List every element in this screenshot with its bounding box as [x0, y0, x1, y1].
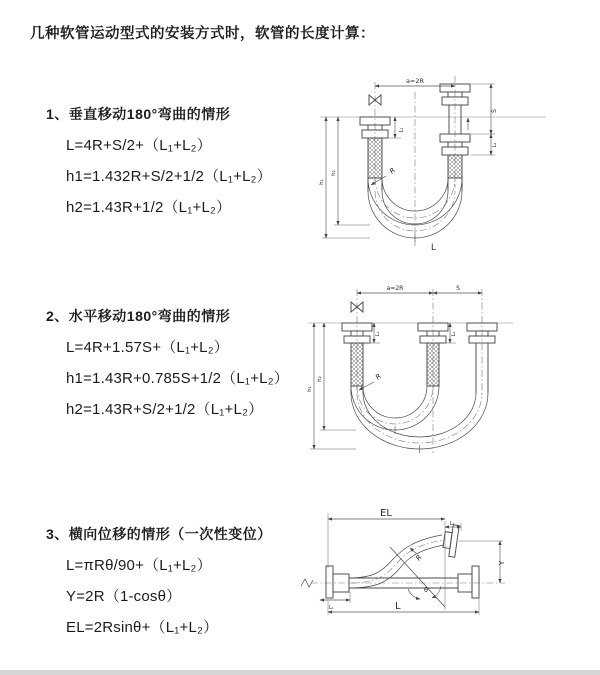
dim-label-l1: L₁: [375, 331, 381, 337]
formula-h2: h2=1.43R+S/2+1/2（L₁+L₂）: [66, 401, 264, 418]
dim-label-l1: L₁: [329, 605, 334, 611]
dimension-labels: [319, 77, 498, 253]
centerlines: [320, 76, 546, 246]
dim-label-l2: L₂: [492, 142, 498, 148]
hose-assembly: [326, 524, 479, 607]
diagram-lateral-displacement: [293, 493, 600, 658]
section-2-heading: 2、水平移动180°弯曲的情形: [46, 308, 231, 324]
dim-label-r: R: [374, 372, 384, 382]
dimension-lines: [322, 84, 495, 238]
dim-label-l1: L₁: [399, 127, 405, 133]
dim-label-h2: h₂: [317, 376, 323, 382]
dim-label-l: L: [395, 601, 401, 612]
dim-label-r: R: [388, 166, 398, 176]
diagram-horizontal-bend: [298, 281, 600, 466]
dim-label-h1: h₁: [307, 386, 313, 392]
dim-label-a2r: a=2R: [405, 77, 425, 85]
dimension-lines: [310, 293, 482, 449]
dim-label-s: S: [456, 285, 460, 292]
formula-h1: h1=1.43R+0.785S+1/2（L₁+L₂）: [66, 370, 289, 387]
page-bottom-edge: [0, 670, 600, 675]
formula-length: L=πRθ/90+（L₁+L₂）: [66, 557, 212, 574]
dim-label-r: R: [414, 553, 424, 563]
centerlines: [308, 289, 513, 453]
dim-label-h1: h₁: [319, 179, 325, 185]
hose-assembly: [342, 323, 497, 453]
dim-label-a2r: a=2R: [386, 285, 404, 292]
page-title: 几种软管运动型式的安装方式时，软管的长度计算：: [30, 26, 375, 42]
pipe-break-symbol: [301, 579, 313, 587]
formula-y: Y=2R（1-cosθ）: [66, 588, 182, 605]
dim-label-theta: θ: [424, 586, 428, 594]
dimension-lines: [320, 513, 503, 615]
dim-label-l: L: [431, 243, 436, 253]
section-lateral-displacement: [46, 524, 272, 637]
centerlines: [301, 521, 505, 610]
formula-length: L=4R+S/2+（L₁+L₂）: [66, 137, 212, 154]
formula-el: EL=2Rsinθ+（L₁+L₂）: [66, 619, 219, 636]
section-horizontal-bend: [46, 306, 289, 419]
section-1-heading: 1、垂直移动180°弯曲的情形: [46, 106, 231, 122]
dim-label-l2: L₂: [449, 521, 455, 527]
dim-label-l2: L₂: [451, 331, 457, 337]
dim-label-el: EL: [380, 508, 392, 519]
formula-h2: h2=1.43R+1/2（L₁+L₂）: [66, 199, 232, 216]
formula-length: L=4R+1.57S+（L₁+L₂）: [66, 339, 229, 356]
dim-label-s: S: [491, 109, 498, 113]
formula-h1: h1=1.432R+S/2+1/2（L₁+L₂）: [66, 168, 272, 185]
dim-label-h2: h₂: [331, 170, 337, 176]
section-vertical-bend: [46, 104, 272, 217]
dim-label-y: Y: [498, 560, 506, 566]
section-3-heading: 3、横向位移的情形（一次性变位）: [46, 526, 272, 542]
diagram-vertical-bend: [308, 70, 598, 270]
